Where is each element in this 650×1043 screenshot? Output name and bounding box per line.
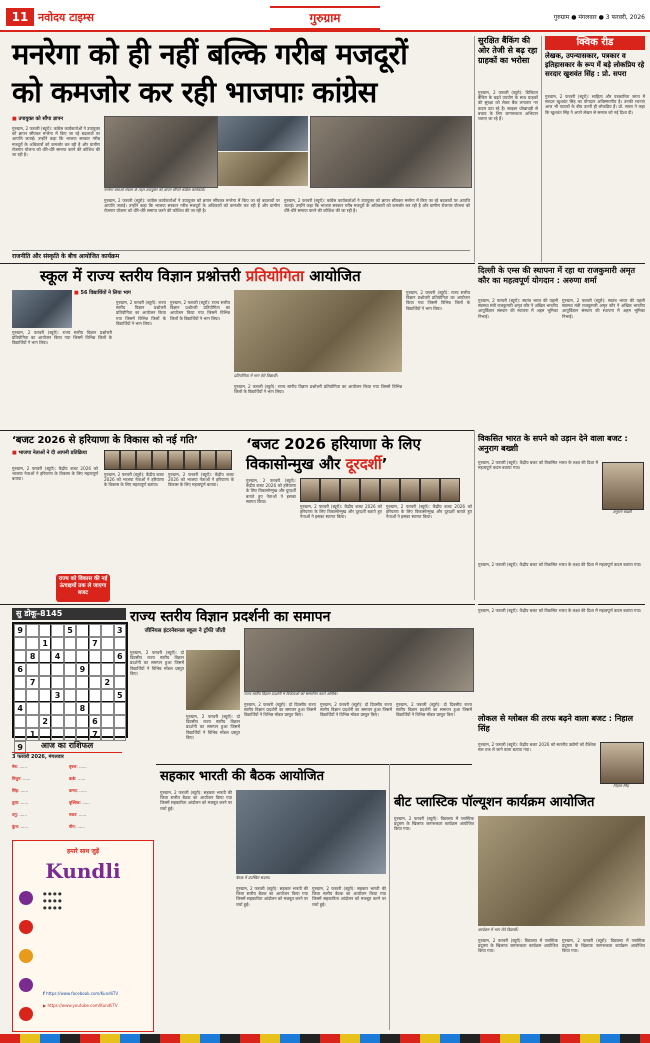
sudoku-cell[interactable]: 5 [64, 624, 76, 637]
sudoku-cell[interactable]: 5 [114, 689, 126, 702]
rashifal-entry: मीन: ...... [69, 824, 85, 829]
sudoku-cell[interactable] [76, 637, 88, 650]
sudoku-cell[interactable]: 1 [26, 728, 38, 741]
rashifal-entry: वृषभ: ...... [69, 764, 87, 769]
sudoku-cell[interactable] [39, 689, 51, 702]
science-fair-caption: प्रतियोगिता में भाग लेते विद्यार्थी। [234, 373, 278, 378]
viksit-continued: गुरुग्राम, 2 फरवरी (ब्यूरो): केंद्रीय बजट को विकसित भारत के लक्ष्य की दिशा में महत्वपूर्ण कदम बताया गया। [478, 608, 642, 613]
budget-left-body-3: गुरुग्राम, 2 फरवरी (ब्यूरो): केंद्रीय बजट 2026 को भाजपा नेताओं ने हरियाणा के विकास के लिए महत्वपूर्ण बताया। [168, 472, 234, 488]
science-fair-photo-small [12, 290, 72, 328]
sudoku-cell[interactable] [114, 715, 126, 728]
section-title: गुरुग्राम [270, 6, 380, 30]
ad-body: ● ● ● ● ● ● ● ● ● ● ● ● [43, 891, 62, 911]
rashifal-entry: कुंभ: ...... [12, 824, 29, 829]
lead-body-col3: गुरुग्राम, 2 फरवरी (ब्यूरो): कांग्रेस कार्यकर्ताओं ने उपायुक्त को ज्ञापन सौंपकर मनरेगा में किए जा रहे बदलावों पर आपत्ति जताई। उन्होंने कहा कि भाजपा सरकार गरीब मजदूरों के अधिकारों को कमजोर कर रही है और ग्रामीण रोजगार योजना को धीरे-धीरे समाप्त करने की कोशिश की जा रही है। [284, 198, 470, 214]
lead-subhead: ■ उपायुक्त को सौंपा ज्ञापन [12, 116, 64, 122]
sudoku-cell[interactable] [101, 624, 113, 637]
sudoku-cell[interactable] [76, 650, 88, 663]
sudoku-cell[interactable] [26, 637, 38, 650]
sudoku-cell[interactable] [89, 663, 101, 676]
portrait-10 [320, 478, 340, 502]
sudoku-cell[interactable] [101, 689, 113, 702]
banking-body: गुरुग्राम, 2 फरवरी (ब्यूरो): डिजिटल बैंकिंग के बढ़ते उपयोग के साथ ग्राहकों की सुरक्षा को लेकर बैंक लगातार नए कदम उठा रहे हैं। साइबर धोखाधड़ी से बचाव के लिए जागरूकता अभियान चलाए जा रहे हैं। [478, 90, 538, 122]
sudoku-cell[interactable] [101, 650, 113, 663]
sudoku-cell[interactable] [51, 663, 63, 676]
portrait-1 [104, 450, 120, 470]
viksit-headline: विकसित भारत के सपने को उड़ान देने वाला बजट : अनुराग बख्शी [478, 434, 628, 453]
facebook-link[interactable]: f https://www.facebook.com/KundliTV [43, 991, 119, 996]
budget-center-headline-2: विकासोन्मुख और दूरदर्शी’ [246, 455, 388, 473]
sudoku-cell[interactable] [89, 650, 101, 663]
quick-read-label: क्विक रीड [545, 36, 645, 50]
sudoku-cell[interactable] [39, 663, 51, 676]
sudoku-cell[interactable] [76, 715, 88, 728]
sudoku-cell[interactable] [101, 715, 113, 728]
viksit-body-2: गुरुग्राम, 2 फरवरी (ब्यूरो): केंद्रीय बजट को विकसित भारत के लक्ष्य की दिशा में महत्वपूर्ण कदम बताया गया। [478, 562, 642, 567]
portrait-15 [420, 478, 440, 502]
budget-left-body-2: गुरुग्राम, 2 फरवरी (ब्यूरो): केंद्रीय बजट 2026 को भाजपा नेताओं ने हरियाणा के विकास के लिए महत्वपूर्ण बताया। [104, 472, 164, 488]
sudoku-cell[interactable] [114, 637, 126, 650]
sudoku-cell[interactable] [101, 702, 113, 715]
sudoku-cell[interactable] [64, 702, 76, 715]
sudoku-cell[interactable] [64, 715, 76, 728]
science-fair-body-2: गुरुग्राम, 2 फरवरी (ब्यूरो): राज्य स्तरीय विज्ञान प्रश्नोत्तरी प्रतियोगिता का आयोजन किया गया जिसमें विभिन्न जिलों के विद्यार्थियों ने भाग लिया। [116, 300, 166, 326]
sudoku-cell[interactable] [114, 702, 126, 715]
sudoku-cell[interactable]: 8 [26, 650, 38, 663]
portrait-11 [340, 478, 360, 502]
portrait-7 [200, 450, 216, 470]
portrait-9 [300, 478, 320, 502]
portrait-13 [380, 478, 400, 502]
rashifal-date: 3 फरवरी 2026, मंगलवार [12, 754, 64, 760]
budget-left-body-1: गुरुग्राम, 2 फरवरी (ब्यूरो): केंद्रीय बजट 2026 को भाजपा नेताओं ने हरियाणा के विकास के लिए महत्वपूर्ण बताया। [12, 466, 98, 482]
sudoku-cell[interactable] [14, 637, 26, 650]
sudoku-cell[interactable] [39, 624, 51, 637]
planet-icon [19, 1007, 33, 1021]
sudoku-cell[interactable]: 9 [14, 624, 26, 637]
science-fair-headline: स्कूल में राज्य स्तरीय विज्ञान प्रश्नोत्तरी प्रतियोगिता आयोजित [40, 267, 361, 285]
sudoku-cell[interactable] [76, 624, 88, 637]
portrait-3 [136, 450, 152, 470]
exhibition-body-1: गुरुग्राम, 2 फरवरी (ब्यूरो): दो दिवसीय राज्य स्तरीय विज्ञान प्रदर्शनी का समापन हुआ जिसमें विद्यार्थियों ने विभिन्न मॉडल प्रस्तुत किए। [130, 650, 184, 676]
exhibition-body-4: गुरुग्राम, 2 फरवरी (ब्यूरो): दो दिवसीय राज्य स्तरीय विज्ञान प्रदर्शनी का समापन हुआ जिसमें विद्यार्थियों ने विभिन्न मॉडल प्रस्तुत किए। [320, 702, 392, 718]
sudoku-cell[interactable] [64, 689, 76, 702]
sudoku-label: सु डोकू-8145 [12, 608, 126, 620]
facebook-icon: f [43, 991, 47, 996]
youtube-link[interactable]: ▶ https://www.youtube.com/KundliTV [43, 1003, 118, 1008]
sudoku-cell[interactable] [14, 715, 26, 728]
exhibition-body-3: गुरुग्राम, 2 फरवरी (ब्यूरो): दो दिवसीय राज्य स्तरीय विज्ञान प्रदर्शनी का समापन हुआ जिसमें विद्यार्थियों ने विभिन्न मॉडल प्रस्तुत किए। [244, 702, 316, 718]
ad-tagline: हमारे साथ जुड़ें [66, 848, 100, 855]
exhibition-caption: राज्य स्तरीय विज्ञान प्रदर्शनी में विजेताओं को सम्मानित करते अतिथि। [244, 691, 338, 696]
sudoku-cell[interactable]: 7 [89, 637, 101, 650]
viksit-body-1: गुरुग्राम, 2 फरवरी (ब्यूरो): केंद्रीय बजट को विकसित भारत के लक्ष्य की दिशा में महत्वपूर्ण कदम बताया गया। [478, 460, 598, 471]
exhibition-photo-small [186, 650, 240, 710]
sudoku-cell[interactable] [26, 689, 38, 702]
sudoku-cell[interactable] [64, 650, 76, 663]
viksit-caption: अनुराग बख्शी [612, 509, 632, 514]
lead-photo-1 [104, 116, 218, 188]
portrait-4 [152, 450, 168, 470]
sudoku-cell[interactable]: 6 [114, 650, 126, 663]
sudoku-cell[interactable] [14, 676, 26, 689]
delhi-headline: दिल्ली के एम्स की स्थापना में रहा था राजकुमारी अमृत कौर का महत्वपूर्ण योगदान : अरुणा शर्मा [478, 266, 636, 285]
science-fair-body-3: गुरुग्राम, 2 फरवरी (ब्यूरो): राज्य स्तरीय विज्ञान प्रश्नोत्तरी प्रतियोगिता का आयोजन किया गया जिसमें विभिन्न जिलों के विद्यार्थियों ने भाग लिया। [170, 300, 230, 321]
rashifal-entry: कन्या: ...... [69, 788, 87, 793]
rashifal-entry: मेष: ...... [12, 764, 27, 769]
rashifal-label: आज का राशिफल [12, 740, 122, 753]
sudoku-cell[interactable]: 6 [14, 663, 26, 676]
sudoku-cell[interactable]: 3 [51, 689, 63, 702]
lead-headline-2: को कमजोर कर रही भाजपाः कांग्रेस [12, 75, 377, 109]
rashifal-entry: मिथुन: ...... [12, 776, 31, 781]
sudoku-cell[interactable] [64, 676, 76, 689]
lead-photo-4 [310, 116, 472, 188]
star-icon [19, 920, 33, 934]
quick-read-body: गुरुग्राम, 2 फरवरी (ब्यूरो): साहित्य और पत्रकारिता जगत में सरदार खुशवंत सिंह का योगदान अविस्मरणीय है। उनकी रचनाएं आज भी पाठकों के बीच उतनी ही लोकप्रिय हैं। प्रो. सपरा ने कहा कि खुशवंत सिंह ने अपने लेखन से समाज को नई दिशा दी। [545, 94, 645, 115]
beat-plastic-caption: कार्यक्रम में भाग लेते विद्यार्थी। [478, 927, 519, 932]
budget-quote: राज्य को विकास की नई ऊंचाइयों तक ले जाएगा बजट [56, 574, 110, 602]
youtube-icon: ▶ [43, 1003, 48, 1008]
sudoku-cell[interactable]: 7 [89, 728, 101, 741]
sudoku-cell[interactable] [51, 702, 63, 715]
sahkar-caption: बैठक में उपस्थित सदस्य। [236, 875, 271, 880]
budget-center-body-2: गुरुग्राम, 2 फरवरी (ब्यूरो): केंद्रीय बजट 2026 को हरियाणा के लिए विकासोन्मुख और दूरदर्शी बताते हुए नेताओं ने इसका स्वागत किया। [300, 504, 382, 520]
rashifal-entry: तुला: ...... [12, 800, 29, 805]
sudoku-cell[interactable]: 7 [26, 676, 38, 689]
sudoku-cell[interactable] [14, 689, 26, 702]
om-icon [19, 891, 33, 905]
rashifal-entry: कर्क: ...... [69, 776, 86, 781]
lead-sidebar-headline: राजनीति और संस्कृति के बीच आयोजित कार्यक्रम [12, 250, 470, 262]
budget-center-headline-1: ‘बजट 2026 हरियाणा के लिए [246, 435, 421, 453]
science-fair-photo [234, 290, 402, 372]
local-budget-photo [600, 742, 644, 784]
lead-photo-3 [218, 152, 308, 186]
portrait-6 [184, 450, 200, 470]
sudoku-cell[interactable] [114, 663, 126, 676]
kundli-ad[interactable] [12, 840, 154, 1032]
sahkar-body-2: गुरुग्राम, 2 फरवरी (ब्यूरो): सहकार भारती की जिला स्तरीय बैठक का आयोजन किया गया जिसमें सहकारिता आंदोलन को मजबूत करने पर चर्चा हुई। [236, 886, 308, 907]
budget-left-headline: ‘बजट 2026 से हरियाणा के विकास को नई गति’ [12, 435, 198, 446]
delhi-body-1: गुरुग्राम, 2 फरवरी (ब्यूरो): स्वतंत्र भारत की पहली स्वास्थ्य मंत्री राजकुमारी अमृत कौर ने अखिल भारतीय आयुर्विज्ञान संस्थान की स्थापना में अहम भूमिका निभाई। [478, 298, 558, 319]
beat-plastic-headline: बीट प्लास्टिक पॉल्यूशन कार्यक्रम आयोजित [394, 795, 595, 810]
portrait-8 [216, 450, 232, 470]
ad-brand: Kundli [45, 859, 121, 883]
sudoku-cell[interactable]: 4 [14, 702, 26, 715]
portrait-12 [360, 478, 380, 502]
sudoku-cell[interactable] [51, 637, 63, 650]
sudoku-cell[interactable] [39, 702, 51, 715]
local-budget-caption: निहाल सिंह [613, 783, 629, 788]
sudoku-cell[interactable] [26, 624, 38, 637]
portrait-5 [168, 450, 184, 470]
dateline: गुरुग्राम ● मंगलवार ● 3 फरवरी, 2026 [553, 14, 645, 21]
lead-body-col1: गुरुग्राम, 2 फरवरी (ब्यूरो): कांग्रेस कार्यकर्ताओं ने उपायुक्त को ज्ञापन सौंपकर मनरेगा में किए जा रहे बदलावों पर आपत्ति जताई। उन्होंने कहा कि भाजपा सरकार गरीब मजदूरों के अधिकारों को कमजोर कर रही है और ग्रामीण रोजगार योजना को धीरे-धीरे समाप्त करने की कोशिश की जा रही है। [12, 126, 100, 158]
exhibition-sub: जीनियस इंटरनेशनल स्कूल ने ट्रॉफी जीती [144, 628, 226, 634]
portrait-14 [400, 478, 420, 502]
beat-plastic-body-3: गुरुग्राम, 2 फरवरी (ब्यूरो): विद्यालय में प्लास्टिक प्रदूषण के खिलाफ जागरूकता कार्यक्रम आयोजित किया गया। [562, 938, 645, 954]
sun-icon [19, 949, 33, 963]
sudoku-cell[interactable] [64, 663, 76, 676]
sudoku-cell[interactable] [39, 650, 51, 663]
banking-headline: सुरक्षित बैंकिंग की ओर तेजी से बढ़ रहा ग्राहकों का भरोसा [478, 36, 538, 65]
portrait-16 [440, 478, 460, 502]
sudoku-cell[interactable] [51, 624, 63, 637]
science-fair-body-1: गुरुग्राम, 2 फरवरी (ब्यूरो): राज्य स्तरीय विज्ञान प्रश्नोत्तरी प्रतियोगिता का आयोजन किया गया जिसमें विभिन्न जिलों के विद्यार्थियों ने भाग लिया। [12, 330, 112, 346]
rashifal-entry: मकर: ...... [69, 812, 87, 817]
science-fair-body-5: गुरुग्राम, 2 फरवरी (ब्यूरो): राज्य स्तरीय विज्ञान प्रश्नोत्तरी प्रतियोगिता का आयोजन किया गया जिसमें विभिन्न जिलों के विद्यार्थियों ने भाग लिया। [406, 290, 470, 311]
sudoku-cell[interactable] [114, 676, 126, 689]
sudoku-cell[interactable] [76, 689, 88, 702]
page-number: 11 [6, 8, 34, 26]
sudoku-cell[interactable] [101, 637, 113, 650]
sudoku-cell[interactable]: 9 [76, 663, 88, 676]
lead-body-col2: गुरुग्राम, 2 फरवरी (ब्यूरो): कांग्रेस कार्यकर्ताओं ने उपायुक्त को ज्ञापन सौंपकर मनरेगा में किए जा रहे बदलावों पर आपत्ति जताई। उन्होंने कहा कि भाजपा सरकार गरीब मजदूरों के अधिकारों को कमजोर कर रही है और ग्रामीण रोजगार योजना को धीरे-धीरे समाप्त करने की कोशिश की जा रही है। [104, 198, 280, 214]
local-budget-body: गुरुग्राम, 2 फरवरी (ब्यूरो): केंद्रीय बजट 2026 को स्थानीय उद्योगों को वैश्विक स्तर तक ले जाने वाला बताया गया। [478, 742, 596, 753]
sudoku-cell[interactable] [26, 663, 38, 676]
lead-photo-2 [218, 116, 308, 151]
exhibition-body-5: गुरुग्राम, 2 फरवरी (ब्यूरो): दो दिवसीय राज्य स्तरीय विज्ञान प्रदर्शनी का समापन हुआ जिसमें विद्यार्थियों ने विभिन्न मॉडल प्रस्तुत किए। [396, 702, 472, 718]
science-fair-sub: ■ 56 विद्यार्थियों ने लिया भाग [74, 290, 131, 296]
sudoku-cell[interactable] [51, 715, 63, 728]
sudoku-cell[interactable] [89, 702, 101, 715]
sudoku-cell[interactable] [14, 650, 26, 663]
registration-strip [0, 1034, 650, 1043]
rashifal-list [12, 764, 122, 836]
masthead [0, 0, 650, 30]
sudoku-cell[interactable]: 3 [114, 624, 126, 637]
budget-left-sub: ■ भाजपा नेताओं ने दी आपनी प्रतिक्रिया [12, 450, 87, 456]
local-budget-headline: लोकल से ग्लोबल की तरफ बढ़ने वाला बजट : निहाल सिंह [478, 714, 634, 733]
sudoku-cell[interactable]: 1 [39, 637, 51, 650]
sudoku-cell[interactable]: 2 [101, 676, 113, 689]
budget-center-body-1: गुरुग्राम, 2 फरवरी (ब्यूरो): केंद्रीय बजट 2026 को हरियाणा के लिए विकासोन्मुख और दूरदर्शी बताते हुए नेताओं ने इसका स्वागत किया। [246, 478, 296, 504]
sudoku-cell[interactable] [51, 676, 63, 689]
beat-plastic-photo [478, 816, 645, 926]
exhibition-body-2: गुरुग्राम, 2 फरवरी (ब्यूरो): दो दिवसीय राज्य स्तरीय विज्ञान प्रदर्शनी का समापन हुआ जिसमें विद्यार्थियों ने विभिन्न मॉडल प्रस्तुत किए। [186, 714, 240, 740]
sudoku-cell[interactable] [26, 702, 38, 715]
delhi-body-2: गुरुग्राम, 2 फरवरी (ब्यूरो): स्वतंत्र भारत की पहली स्वास्थ्य मंत्री राजकुमारी अमृत कौर ने अखिल भारतीय आयुर्विज्ञान संस्थान की स्थापना में अहम भूमिका निभाई। [562, 298, 645, 319]
sudoku-cell[interactable]: 8 [76, 702, 88, 715]
sudoku-cell[interactable]: 6 [89, 715, 101, 728]
budget-center-body-3: गुरुग्राम, 2 फरवरी (ब्यूरो): केंद्रीय बजट 2026 को हरियाणा के लिए विकासोन्मुख और दूरदर्शी बताते हुए नेताओं ने इसका स्वागत किया। [386, 504, 472, 520]
sudoku-cell[interactable]: 2 [39, 715, 51, 728]
exhibition-headline: राज्य स्तरीय विज्ञान प्रदर्शनी का समापन [130, 609, 331, 625]
exhibition-photo [244, 628, 474, 692]
beat-plastic-body-2: गुरुग्राम, 2 फरवरी (ब्यूरो): विद्यालय में प्लास्टिक प्रदूषण के खिलाफ जागरूकता कार्यक्रम आयोजित किया गया। [478, 938, 558, 954]
paper-name: नवोदय टाइम्स [38, 11, 94, 24]
sudoku-cell[interactable] [26, 715, 38, 728]
portrait-2 [120, 450, 136, 470]
sahkar-body-3: गुरुग्राम, 2 फरवरी (ब्यूरो): सहकार भारती की जिला स्तरीय बैठक का आयोजन किया गया जिसमें सहकारिता आंदोलन को मजबूत करने पर चर्चा हुई। [312, 886, 386, 907]
sahkar-photo [236, 790, 386, 874]
beat-plastic-body-1: गुरुग्राम, 2 फरवरी (ब्यूरो): विद्यालय में प्लास्टिक प्रदूषण के खिलाफ जागरूकता कार्यक्रम आयोजित किया गया। [394, 816, 474, 832]
sudoku-cell[interactable] [76, 676, 88, 689]
sudoku-cell[interactable] [89, 624, 101, 637]
rashifal-entry: सिंह: ...... [12, 788, 29, 793]
sahkar-body-1: गुरुग्राम, 2 फरवरी (ब्यूरो): सहकार भारती की जिला स्तरीय बैठक का आयोजन किया गया जिसमें सहकारिता आंदोलन को मजबूत करने पर चर्चा हुई। [160, 790, 232, 811]
rashifal-entry: वृश्चिक: ...... [69, 800, 90, 805]
rashifal-entry: धनु: ...... [12, 812, 27, 817]
sudoku-cell[interactable] [39, 676, 51, 689]
ad-icon-column [19, 891, 39, 1021]
sudoku-cell[interactable] [89, 676, 101, 689]
sudoku-cell[interactable] [64, 637, 76, 650]
science-fair-body-4: गुरुग्राम, 2 फरवरी (ब्यूरो): राज्य स्तरीय विज्ञान प्रश्नोत्तरी प्रतियोगिता का आयोजन किया गया जिसमें विभिन्न जिलों के विद्यार्थियों ने भाग लिया। [234, 384, 402, 395]
sudoku-cell[interactable] [89, 689, 101, 702]
lead-photo-caption: मनरेगा बचाओ संग्राम के तहत उपायुक्त को ज्ञापन सौंपते कांग्रेस कार्यकर्ता। [104, 187, 206, 192]
quick-read-headline: लेखक, उपन्यासकार, पत्रकार व इतिहासकार के रूप में बड़े लोकप्रिय रहे सरदार खुशवंत सिंह : प्रो. सपरा [545, 52, 645, 78]
moon-icon [19, 978, 33, 992]
viksit-photo [602, 462, 644, 510]
lead-headline-1: मनरेगा को ही नहीं बल्कि गरीब मजदूरों [12, 37, 408, 71]
sudoku-cell[interactable]: 9 [14, 741, 26, 754]
sudoku-cell[interactable]: 4 [51, 650, 63, 663]
sahkar-headline: सहकार भारती की बैठक आयोजित [160, 769, 324, 784]
sudoku-cell[interactable] [101, 663, 113, 676]
